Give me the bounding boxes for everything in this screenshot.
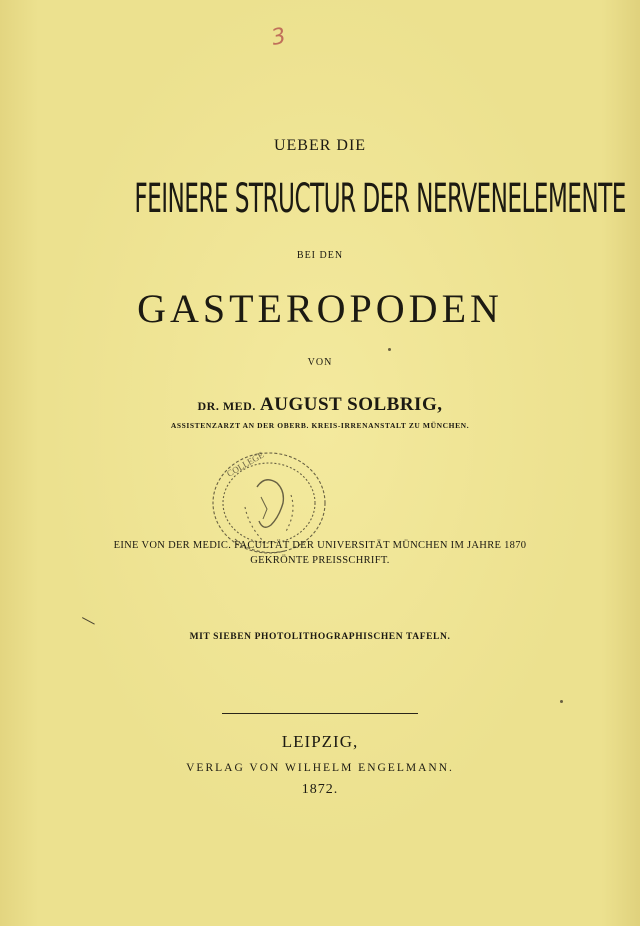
author-prefix: DR. MED. [197,399,256,413]
stamp-text: COLLEGE [225,449,266,479]
paper-speck [560,700,563,703]
title-subject: GASTEROPODEN [137,286,503,331]
imprint-publisher: VERLAG VON WILHELM ENGELMANN. [186,762,454,774]
paper-speck [388,348,391,351]
imprint-year: 1872. [301,782,339,797]
pencil-tick-icon [79,617,95,630]
award-subtitle: GEKRÖNTE PREISSCHRIFT. [250,555,390,566]
title-connector: BEI DEN [296,250,344,261]
main-title: FEINERE STRUCTUR DER NERVENELEMENTE [134,176,626,222]
author-fullname: AUGUST SOLBRIG, [260,394,443,415]
imprint-place: LEIPZIG, [281,732,359,751]
author-affiliation: ASSISTENZARZT AN DER OBERB. KREIS-IRRENANSTALT ZU MÜNCHEN. [170,421,470,430]
award-line: EINE VON DER MEDIC. FACULTÄT DER UNIVERSITÄT MÜNCHEN IM JAHRE 1870 [113,540,527,551]
author-name [0,394,640,416]
title-prefix: UEBER DIE [273,137,367,154]
plates-note: MIT SIEBEN PHOTOLITHOGRAPHISCHEN TAFELN. [189,632,451,642]
by-line: VON [307,357,333,368]
pencil-page-number: 3 [269,23,289,51]
imprint-divider [222,713,418,714]
